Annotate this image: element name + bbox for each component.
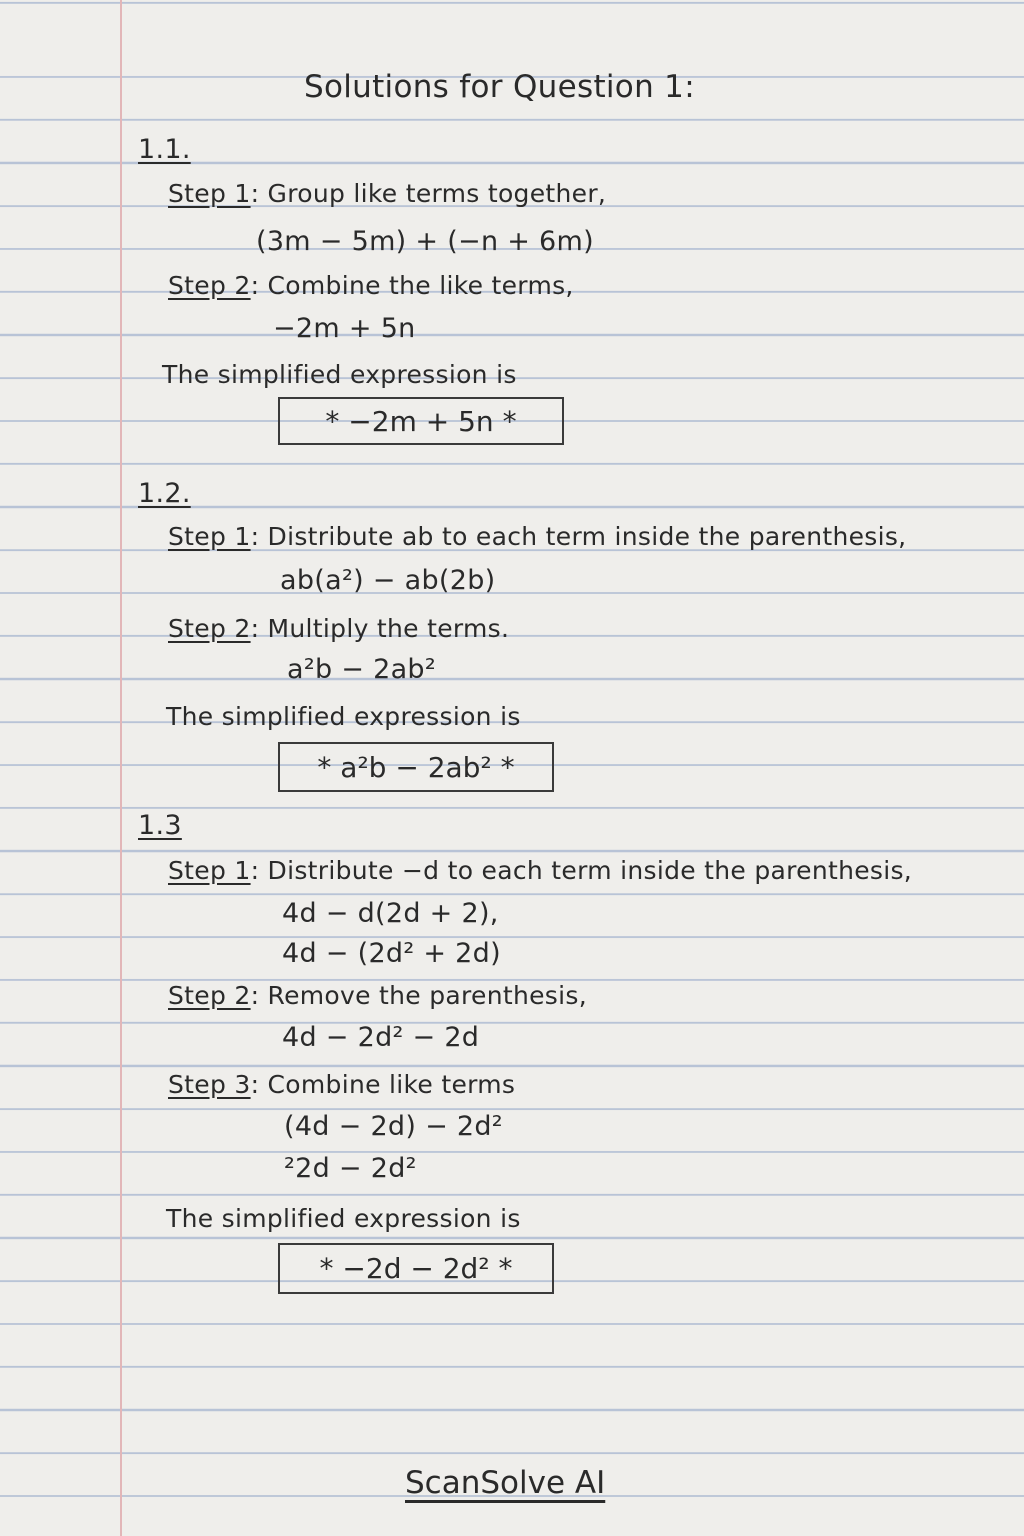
s3-step2-text: : Remove the parenthesis, [250, 981, 587, 1010]
page-title: Solutions for Question 1: [304, 69, 695, 105]
s3-step3-math-b: ²2d − 2d² [284, 1153, 417, 1184]
s1-step2 [168, 273, 574, 298]
s2-answer-box [278, 742, 554, 792]
s2-step1-text: : Distribute ab to each term inside the parenthesis, [250, 522, 907, 551]
s1-step1 [168, 181, 606, 206]
s1-step1-math: (3m − 5m) + (−n + 6m) [256, 226, 594, 257]
s3-step1 [168, 858, 912, 883]
s3-step3-label: Step 3 [168, 1070, 251, 1099]
s3-step3-text: : Combine like terms [250, 1070, 516, 1099]
s1-step2-math: −2m + 5n [273, 313, 416, 344]
s1-step2-label: Step 2 [168, 271, 251, 300]
s1-step2-text: : Combine the like terms, [250, 271, 574, 300]
s3-step1-label: Step 1 [168, 856, 251, 885]
section-label-1-2: 1.2. [138, 478, 191, 509]
s2-step1-label: Step 1 [168, 522, 251, 551]
s1-step1-text: : Group like terms together, [250, 179, 607, 208]
s1-answer: * −2m + 5n * [325, 404, 517, 438]
s2-step2-math: a²b − 2ab² [287, 654, 436, 685]
s1-answer-box [278, 397, 564, 445]
s2-step2 [168, 616, 509, 641]
s1-result-text: The simplified expression is [162, 360, 517, 389]
s3-step1-math-b: 4d − (2d² + 2d) [282, 938, 501, 969]
s3-step2-math: 4d − 2d² − 2d [282, 1022, 480, 1053]
footer-brand: ScanSolve AI [405, 1465, 606, 1501]
s3-step3 [168, 1072, 515, 1097]
s1-step1-label: Step 1 [168, 179, 251, 208]
s3-step1-text: : Distribute −d to each term inside the parenthesis, [250, 856, 913, 885]
s2-answer: * a²b − 2ab² * [317, 750, 515, 784]
s3-step2-label: Step 2 [168, 981, 251, 1010]
s2-result-text: The simplified expression is [166, 702, 521, 731]
s2-step2-label: Step 2 [168, 614, 251, 643]
s3-answer: * −2d − 2d² * [319, 1252, 513, 1285]
section-label-1-3: 1.3 [138, 810, 182, 841]
s3-step3-math-a: (4d − 2d) − 2d² [284, 1111, 503, 1142]
s3-step2 [168, 983, 587, 1008]
section-label-1-1: 1.1. [138, 134, 191, 165]
s3-answer-box [278, 1243, 554, 1294]
s2-step2-text: : Multiply the terms. [250, 614, 510, 643]
s2-step1 [168, 524, 906, 549]
s3-result-text: The simplified expression is [166, 1204, 521, 1233]
s3-step1-math-a: 4d − d(2d + 2), [282, 898, 499, 929]
margin-line [120, 0, 122, 1536]
s2-step1-math: ab(a²) − ab(2b) [280, 565, 496, 596]
